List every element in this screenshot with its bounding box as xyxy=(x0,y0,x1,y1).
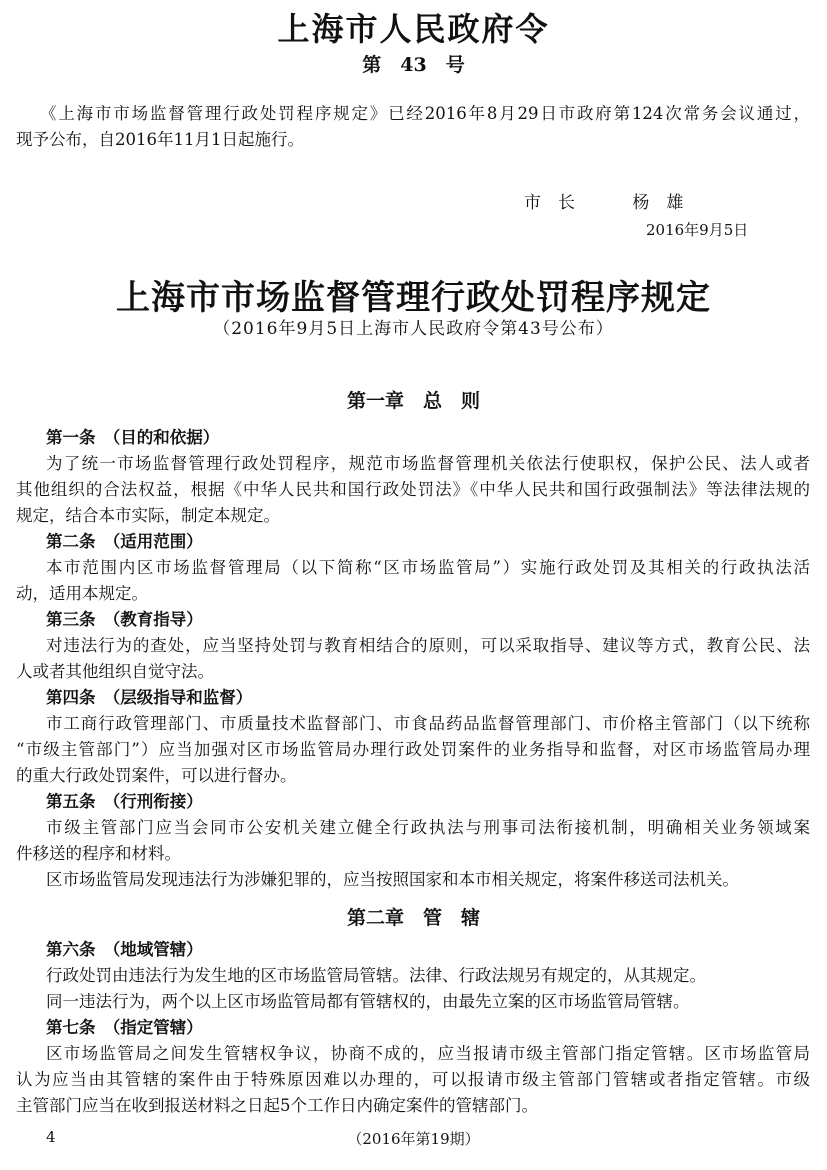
paragraph-line: 动，适用本规定。 xyxy=(16,584,148,603)
paragraph-line: 主管部门应当在收到报送材料之日起5个工作日内确定案件的管辖部门。 xyxy=(16,1096,538,1115)
signer-name: 杨 雄 xyxy=(632,193,684,213)
article-heading: 第三条 （教育指导） xyxy=(46,610,203,629)
chapter-heading: 第二章 管 辖 xyxy=(346,907,480,929)
article-heading: 第六条 （地域管辖） xyxy=(46,940,203,959)
article-heading: 第二条 （适用范围） xyxy=(46,532,203,551)
paragraph-line: 的重大行政处罚案件，可以进行督办。 xyxy=(16,766,297,785)
article-heading: 第七条 （指定管辖） xyxy=(46,1018,203,1037)
paragraph-line: 认为应当由其管辖的案件由于特殊原因难以办理的，可以报请市级主管部门管辖或者指定管辖。市级 xyxy=(16,1070,810,1089)
paragraph-line: 区市场监管局之间发生管辖权争议，协商不成的，应当报请市级主管部门指定管辖。区市场监管局 xyxy=(46,1044,810,1063)
issue-label: （2016年第19期） xyxy=(347,1130,480,1148)
paragraph-line: 件移送的程序和材料。 xyxy=(16,844,181,863)
paragraph-line: 人或者其他组织自觉守法。 xyxy=(16,662,214,681)
page-number: 4 xyxy=(46,1128,56,1146)
signature xyxy=(524,188,683,213)
paragraph-line: 对违法行为的查处，应当坚持处罚与教育相结合的原则，可以采取指导、建议等方式，教育公民、法 xyxy=(46,636,810,655)
article-heading: 第四条 （层级指导和监督） xyxy=(46,688,253,707)
paragraph-line: 其他组织的合法权益，根据《中华人民共和国行政处罚法》《中华人民共和国行政强制法》等法律法规的 xyxy=(16,480,810,499)
paragraph-line: “市级主管部门”）应当加强对区市场监管局办理行政处罚案件的业务指导和监督，对区市场监管局办理 xyxy=(16,740,810,759)
article-heading: 第一条 （目的和依据） xyxy=(46,428,220,447)
decree-text-line: 现予公布，自2016年11月1日起施行。 xyxy=(16,130,304,149)
paragraph-line: 规定，结合本市实际，制定本规定。 xyxy=(16,506,280,525)
regulation-subtitle: （2016年9月5日上海市人民政府令第43号公布） xyxy=(213,319,614,339)
decree-date: 2016年9月5日 xyxy=(646,221,749,239)
paragraph-line: 市级主管部门应当会同市公安机关建立健全行政执法与刑事司法衔接机制，明确相关业务领域案 xyxy=(46,818,810,837)
paragraph-line: 本市范围内区市场监督管理局（以下简称“区市场监管局”）实施行政处罚及其相关的行政执法活 xyxy=(46,558,810,577)
regulation-title: 上海市市场监督管理行政处罚程序规定 xyxy=(116,278,711,318)
paragraph-line: 同一违法行为，两个以上区市场监管局都有管辖权的，由最先立案的区市场监管局管辖。 xyxy=(46,992,690,1011)
paragraph-line: 市工商行政管理部门、市质量技术监督部门、市食品药品监督管理部门、市价格主管部门（以下统称 xyxy=(46,714,810,733)
decree-number: 第 43 号 xyxy=(362,54,465,76)
paragraph-line: 行政处罚由违法行为发生地的区市场监管局管辖。法律、行政法规另有规定的，从其规定。 xyxy=(46,966,706,985)
chapter-heading: 第一章 总 则 xyxy=(346,390,480,412)
signer-title: 市 长 xyxy=(524,193,575,213)
decree-text-line: 《上海市市场监督管理行政处罚程序规定》已经2016年8月29日市政府第124次常务会议通过， xyxy=(40,104,810,123)
decree-title: 上海市人民政府令 xyxy=(277,10,550,48)
article-heading: 第五条 （行刑衔接） xyxy=(46,792,203,811)
paragraph-line: 为了统一市场监督管理行政处罚程序，规范市场监督管理机关依法行使职权，保护公民、法人或者 xyxy=(46,454,810,473)
paragraph-line: 区市场监管局发现违法行为涉嫌犯罪的，应当按照国家和本市相关规定，将案件移送司法机关。 xyxy=(46,870,739,889)
